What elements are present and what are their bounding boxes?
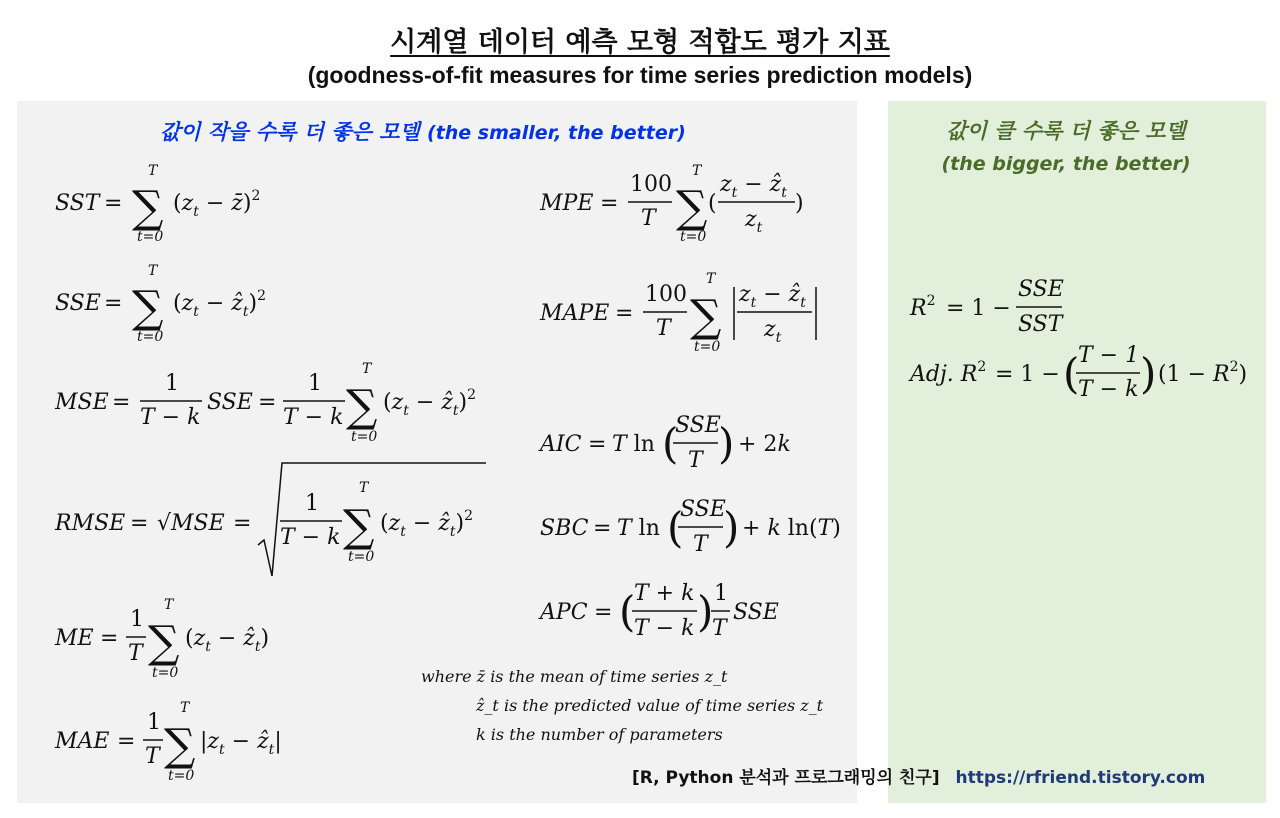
svg-text:SSE: SSE (675, 413, 721, 438)
formula-mae (54, 700, 282, 784)
svg-text:1: 1 (130, 607, 144, 632)
page-title: 시계열 데이터 예측 모형 적합도 평가 지표 (390, 27, 890, 58)
svg-text:T: T (692, 163, 702, 179)
svg-text:+ k ln(T): + k ln(T) (742, 516, 841, 541)
svg-text:=: = (594, 600, 613, 625)
formula-rmse (54, 463, 486, 576)
note-zhat: ẑ_t is the predicted value of time series z_t (476, 696, 824, 715)
svg-text:T − k: T − k (280, 525, 341, 550)
svg-text:T: T (362, 361, 372, 377)
svg-text:T: T (148, 163, 158, 179)
svg-text:T: T (148, 263, 158, 279)
svg-text:ME: ME (55, 626, 94, 651)
formula-aic (538, 413, 791, 473)
svg-text:=: = (615, 301, 634, 326)
svg-text:T: T (145, 744, 160, 769)
svg-text:=: = (100, 626, 119, 651)
svg-text:= 1 −: = 1 − (995, 362, 1060, 387)
svg-text:RMSE: RMSE (55, 511, 126, 536)
svg-text:=: = (104, 191, 123, 216)
footer (632, 763, 1205, 788)
svg-text:zt − ẑt: $z_t$ − ẑ$_t$ (720, 172, 787, 201)
smaller-better-header-english: (the smaller, the better) (427, 122, 686, 144)
svg-text:): ) (723, 503, 740, 552)
svg-text:SSE: SSE (733, 600, 779, 625)
svg-text:MPE: MPE (540, 191, 594, 216)
svg-text:T: T (693, 532, 708, 557)
note-zbar: where z̄ is the mean of time series z_t (421, 667, 728, 686)
bigger-better-header-korean: 값이 클 수록 더 좋은 모델 (946, 119, 1186, 143)
svg-text:t=0: t=0 (168, 768, 195, 784)
note-k: k is the number of parameters (476, 725, 723, 744)
svg-text:): ) (697, 587, 714, 636)
formula-mpe (539, 163, 804, 245)
svg-text:(: ( (667, 503, 684, 552)
svg-text:(zt − ẑt)2: ($z_t$ − ẑ$_t$)$^2$ (380, 508, 473, 540)
svg-text:T: T (641, 206, 656, 231)
formula-adj-r-squared (908, 343, 1247, 402)
svg-text:(zt − ẑt)2: ($z_t$ − ẑ$_t$)$^2$ (173, 288, 266, 320)
svg-text:MAPE: MAPE (540, 301, 610, 326)
svg-text:∑: ∑ (676, 182, 708, 233)
svg-text:=: = (130, 511, 149, 536)
svg-text:t=0: t=0 (137, 329, 164, 345)
svg-text:(: ( (662, 419, 679, 468)
svg-text:T: T (688, 448, 703, 473)
svg-text:SST: SST (55, 191, 100, 216)
svg-text:SSE: SSE (55, 291, 101, 316)
svg-text:1: 1 (308, 371, 322, 396)
footer-url-link[interactable]: https://rfriend.tistory.com (955, 768, 1206, 788)
svg-text:=: = (117, 729, 136, 754)
svg-text:∑: ∑ (690, 291, 722, 342)
svg-text:): ) (718, 419, 735, 468)
formula-sbc (540, 497, 841, 557)
svg-text:(: ( (1063, 349, 1080, 398)
svg-text:zt: $z_t$ (745, 207, 763, 236)
formula-sst (55, 163, 260, 245)
svg-text:AIC: AIC (540, 432, 582, 457)
svg-text:t=0: t=0 (680, 229, 707, 245)
svg-text:T: T (656, 316, 671, 341)
svg-text:(: ( (619, 587, 636, 636)
svg-text:SBC: SBC (540, 516, 589, 541)
svg-text:T: T (712, 616, 727, 641)
svg-text:=: = (593, 516, 612, 541)
svg-text:=: = (600, 191, 619, 216)
svg-text:100: 100 (645, 282, 687, 307)
svg-text:): ) (1140, 349, 1157, 398)
footer-label: [R, Python 분석과 프로그래밍의 친구] (632, 768, 940, 788)
svg-text:SSE: SSE (207, 390, 253, 415)
svg-text:∑: ∑ (164, 720, 196, 771)
svg-text:t=0: t=0 (348, 549, 375, 565)
svg-text:=: = (104, 291, 123, 316)
formula-apc (538, 581, 779, 641)
svg-text:(1 − R2): $(1 - R^2)$ (1158, 359, 1248, 387)
svg-text:Adj. R2: Adj. $R^2$ (910, 359, 987, 387)
svg-text:T ln: T ln (617, 516, 660, 541)
svg-text:t=0: t=0 (351, 429, 378, 445)
svg-text:APC: APC (540, 600, 588, 625)
svg-text:T − k: T − k (140, 405, 201, 430)
formula-mse (54, 361, 476, 445)
svg-text:T + k: T + k (634, 581, 695, 606)
svg-text:(zt − ẑt): ($z_t$ − ẑ$_t$) (185, 626, 270, 655)
formula-mape (539, 271, 816, 355)
svg-text:T: T (180, 700, 190, 716)
svg-text:t=0: t=0 (137, 229, 164, 245)
svg-text:R2: $R^2$ (910, 293, 936, 321)
svg-text:T ln: T ln (612, 432, 655, 457)
svg-text:zt: $z_t$ (764, 317, 782, 346)
svg-text:T: T (128, 641, 143, 666)
svg-text:T − k: T − k (634, 616, 695, 641)
page-subtitle: (goodness-of-fit measures for time series prediction models) (307, 62, 973, 88)
svg-text:): ) (795, 191, 804, 216)
svg-text:T: T (359, 480, 369, 496)
formula-me (54, 597, 269, 681)
svg-text:MSE: MSE (55, 390, 109, 415)
svg-text:1: 1 (714, 581, 728, 606)
svg-text:∑: ∑ (148, 617, 180, 668)
bigger-better-header-english: (the bigger, the better) (941, 153, 1191, 175)
svg-text:t=0: t=0 (694, 339, 721, 355)
svg-text:=: = (258, 390, 277, 415)
svg-text:∑: ∑ (132, 182, 164, 233)
svg-text:100: 100 (630, 172, 672, 197)
svg-text:=: = (112, 390, 131, 415)
svg-text:t=0: t=0 (152, 665, 179, 681)
svg-text:SSE: SSE (680, 497, 726, 522)
svg-text:(zt − ẑt)2: ($z_t$ − ẑ$_t$)$^2$ (383, 387, 476, 419)
svg-text:1: 1 (165, 371, 179, 396)
formula-sse (55, 263, 266, 345)
svg-text:∑: ∑ (132, 282, 164, 333)
svg-text:√MSE: √MSE (157, 511, 225, 536)
svg-text:1: 1 (305, 491, 319, 516)
svg-text:T: T (164, 597, 174, 613)
svg-text:T: T (706, 271, 716, 287)
svg-text:(: ( (708, 191, 717, 216)
svg-text:=: = (233, 511, 252, 536)
svg-text:=: = (588, 432, 607, 457)
svg-text:∑: ∑ (346, 381, 378, 432)
formula-r-squared (909, 277, 1065, 337)
svg-text:zt − ẑt: $z_t$ − ẑ$_t$ (739, 282, 806, 311)
svg-text:(zt − z̄)2: ($z_t$ − z̄)$^2$ (173, 188, 261, 220)
svg-text:T − 1: T − 1 (1078, 343, 1140, 368)
svg-text:T − k: T − k (1078, 377, 1139, 402)
svg-text:MAE: MAE (55, 729, 110, 754)
svg-text:+ 2k: + 2k (738, 432, 791, 457)
svg-text:∑: ∑ (343, 501, 375, 552)
svg-text:1: 1 (147, 710, 161, 735)
svg-text:|zt − ẑt|: $|z_t$ − ẑ$_t$| (200, 729, 282, 758)
svg-text:T − k: T − k (283, 405, 344, 430)
svg-text:= 1 −: = 1 − (946, 296, 1011, 321)
svg-text:SST: SST (1018, 312, 1063, 337)
svg-text:SSE: SSE (1018, 277, 1064, 302)
smaller-better-header-korean: 값이 작을 수록 더 좋은 모델 (160, 120, 420, 144)
